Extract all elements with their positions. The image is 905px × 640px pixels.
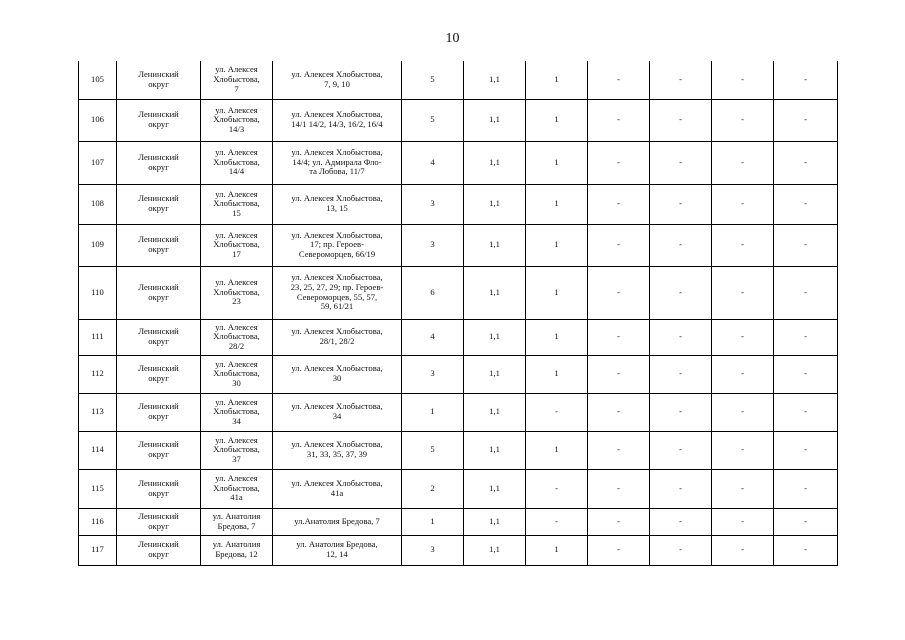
street-cell: ул. Алексея Хлобыстова, 14/3 <box>201 99 273 141</box>
table-row <box>79 535 838 565</box>
table-row <box>79 224 838 266</box>
district-cell: Ленинский округ <box>117 469 201 508</box>
coefficient-cell: 1,1 <box>464 535 526 565</box>
value-cell: - <box>712 319 774 355</box>
coefficient-cell: 1,1 <box>464 266 526 319</box>
table-row <box>79 431 838 469</box>
addresses-cell: ул. Алексея Хлобыстова, 23, 25, 27, 29; пр. Героев- Североморцев, 55, 57, 59, 61/21 <box>273 266 402 319</box>
value-cell: - <box>774 393 838 431</box>
addresses-cell: ул. Алексея Хлобыстова, 30 <box>273 355 402 393</box>
value-cell: - <box>774 224 838 266</box>
district-cell: Ленинский округ <box>117 99 201 141</box>
row-number-cell: 111 <box>79 319 117 355</box>
value-cell: - <box>588 184 650 224</box>
row-number-cell: 110 <box>79 266 117 319</box>
page-number: 10 <box>445 31 460 46</box>
district-cell: Ленинский округ <box>117 535 201 565</box>
coefficient-cell: 1,1 <box>464 141 526 184</box>
row-number-cell: 112 <box>79 355 117 393</box>
table-row <box>79 141 838 184</box>
value-cell: - <box>650 508 712 535</box>
value-cell: - <box>650 61 712 99</box>
coefficient-cell: 1,1 <box>464 319 526 355</box>
value-cell: - <box>588 535 650 565</box>
district-cell: Ленинский округ <box>117 184 201 224</box>
addresses-cell: ул. Алексея Хлобыстова, 28/1, 28/2 <box>273 319 402 355</box>
value-cell: - <box>712 224 774 266</box>
value-cell: 1 <box>526 61 588 99</box>
addresses-cell: ул.Анатолия Бредова, 7 <box>273 508 402 535</box>
value-cell: - <box>650 141 712 184</box>
value-cell: - <box>712 469 774 508</box>
value-cell: - <box>774 355 838 393</box>
coefficient-cell: 1,1 <box>464 508 526 535</box>
value-cell: - <box>526 393 588 431</box>
value-cell: - <box>650 393 712 431</box>
value-cell: - <box>650 355 712 393</box>
value-cell: 1 <box>526 266 588 319</box>
street-cell: ул. Алексея Хлобыстова, 41а <box>201 469 273 508</box>
count-cell: 3 <box>402 355 464 393</box>
coefficient-cell: 1,1 <box>464 431 526 469</box>
row-number-cell: 105 <box>79 61 117 99</box>
table-row <box>79 508 838 535</box>
value-cell: - <box>712 431 774 469</box>
table-row <box>79 469 838 508</box>
value-cell: 1 <box>526 355 588 393</box>
value-cell: - <box>588 393 650 431</box>
row-number-cell: 108 <box>79 184 117 224</box>
district-cell: Ленинский округ <box>117 61 201 99</box>
street-cell: ул. Анатолия Бредова, 7 <box>201 508 273 535</box>
value-cell: - <box>588 266 650 319</box>
row-number-cell: 109 <box>79 224 117 266</box>
count-cell: 5 <box>402 61 464 99</box>
coefficient-cell: 1,1 <box>464 61 526 99</box>
street-cell: ул. Алексея Хлобыстова, 14/4 <box>201 141 273 184</box>
table-row <box>79 61 838 99</box>
district-cell: Ленинский округ <box>117 508 201 535</box>
table-row <box>79 184 838 224</box>
coefficient-cell: 1,1 <box>464 355 526 393</box>
value-cell: - <box>650 266 712 319</box>
addresses-cell: ул. Алексея Хлобыстова, 17; пр. Героев- Североморцев, 66/19 <box>273 224 402 266</box>
value-cell: 1 <box>526 535 588 565</box>
count-cell: 1 <box>402 508 464 535</box>
value-cell: - <box>712 535 774 565</box>
value-cell: - <box>588 141 650 184</box>
row-number-cell: 107 <box>79 141 117 184</box>
data-table <box>78 61 838 566</box>
count-cell: 6 <box>402 266 464 319</box>
value-cell: - <box>650 319 712 355</box>
coefficient-cell: 1,1 <box>464 469 526 508</box>
street-cell: ул. Алексея Хлобыстова, 37 <box>201 431 273 469</box>
district-cell: Ленинский округ <box>117 355 201 393</box>
value-cell: - <box>774 266 838 319</box>
value-cell: - <box>650 431 712 469</box>
value-cell: - <box>588 224 650 266</box>
table-row <box>79 99 838 141</box>
row-number-cell: 116 <box>79 508 117 535</box>
row-number-cell: 113 <box>79 393 117 431</box>
value-cell: 1 <box>526 184 588 224</box>
count-cell: 1 <box>402 393 464 431</box>
street-cell: ул. Анатолия Бредова, 12 <box>201 535 273 565</box>
addresses-cell: ул. Алексея Хлобыстова, 31, 33, 35, 37, 39 <box>273 431 402 469</box>
table-row <box>79 319 838 355</box>
coefficient-cell: 1,1 <box>464 393 526 431</box>
value-cell: - <box>774 184 838 224</box>
value-cell: - <box>588 431 650 469</box>
value-cell: - <box>712 266 774 319</box>
row-number-cell: 114 <box>79 431 117 469</box>
addresses-cell: ул. Алексея Хлобыстова, 13, 15 <box>273 184 402 224</box>
count-cell: 3 <box>402 184 464 224</box>
addresses-cell: ул. Анатолия Бредова, 12, 14 <box>273 535 402 565</box>
value-cell: - <box>526 469 588 508</box>
count-cell: 5 <box>402 99 464 141</box>
value-cell: - <box>588 319 650 355</box>
count-cell: 2 <box>402 469 464 508</box>
street-cell: ул. Алексея Хлобыстова, 23 <box>201 266 273 319</box>
value-cell: - <box>712 508 774 535</box>
value-cell: - <box>712 393 774 431</box>
count-cell: 4 <box>402 319 464 355</box>
value-cell: - <box>588 469 650 508</box>
coefficient-cell: 1,1 <box>464 99 526 141</box>
table-row <box>79 266 838 319</box>
table-row <box>79 355 838 393</box>
value-cell: - <box>588 61 650 99</box>
count-cell: 3 <box>402 535 464 565</box>
value-cell: - <box>588 508 650 535</box>
value-cell: - <box>650 184 712 224</box>
district-cell: Ленинский округ <box>117 431 201 469</box>
value-cell: - <box>774 535 838 565</box>
value-cell: - <box>774 99 838 141</box>
value-cell: - <box>712 184 774 224</box>
street-cell: ул. Алексея Хлобыстова, 28/2 <box>201 319 273 355</box>
count-cell: 4 <box>402 141 464 184</box>
value-cell: - <box>774 431 838 469</box>
addresses-cell: ул. Алексея Хлобыстова, 34 <box>273 393 402 431</box>
value-cell: 1 <box>526 431 588 469</box>
value-cell: 1 <box>526 141 588 184</box>
addresses-cell: ул. Алексея Хлобыстова, 14/4; ул. Адмирала Фло- та Лобова, 11/7 <box>273 141 402 184</box>
value-cell: - <box>774 469 838 508</box>
addresses-cell: ул. Алексея Хлобыстова, 7, 9, 10 <box>273 61 402 99</box>
table-body <box>79 61 838 565</box>
value-cell: - <box>774 508 838 535</box>
district-cell: Ленинский округ <box>117 224 201 266</box>
value-cell: - <box>650 99 712 141</box>
street-cell: ул. Алексея Хлобыстова, 7 <box>201 61 273 99</box>
value-cell: - <box>774 61 838 99</box>
coefficient-cell: 1,1 <box>464 184 526 224</box>
value-cell: - <box>712 141 774 184</box>
value-cell: - <box>588 355 650 393</box>
value-cell: - <box>526 508 588 535</box>
addresses-cell: ул. Алексея Хлобыстова, 14/1 14/2, 14/3, 16/2, 16/4 <box>273 99 402 141</box>
value-cell: - <box>712 61 774 99</box>
row-number-cell: 115 <box>79 469 117 508</box>
value-cell: - <box>650 469 712 508</box>
row-number-cell: 106 <box>79 99 117 141</box>
value-cell: - <box>588 99 650 141</box>
district-cell: Ленинский округ <box>117 266 201 319</box>
district-cell: Ленинский округ <box>117 319 201 355</box>
street-cell: ул. Алексея Хлобыстова, 30 <box>201 355 273 393</box>
count-cell: 5 <box>402 431 464 469</box>
street-cell: ул. Алексея Хлобыстова, 34 <box>201 393 273 431</box>
street-cell: ул. Алексея Хлобыстова, 15 <box>201 184 273 224</box>
value-cell: 1 <box>526 319 588 355</box>
district-cell: Ленинский округ <box>117 393 201 431</box>
value-cell: 1 <box>526 224 588 266</box>
value-cell: - <box>650 224 712 266</box>
value-cell: - <box>774 319 838 355</box>
value-cell: - <box>712 99 774 141</box>
district-cell: Ленинский округ <box>117 141 201 184</box>
value-cell: 1 <box>526 99 588 141</box>
row-number-cell: 117 <box>79 535 117 565</box>
addresses-cell: ул. Алексея Хлобыстова, 41а <box>273 469 402 508</box>
count-cell: 3 <box>402 224 464 266</box>
value-cell: - <box>712 355 774 393</box>
value-cell: - <box>650 535 712 565</box>
street-cell: ул. Алексея Хлобыстова, 17 <box>201 224 273 266</box>
value-cell: - <box>774 141 838 184</box>
coefficient-cell: 1,1 <box>464 224 526 266</box>
table-row <box>79 393 838 431</box>
